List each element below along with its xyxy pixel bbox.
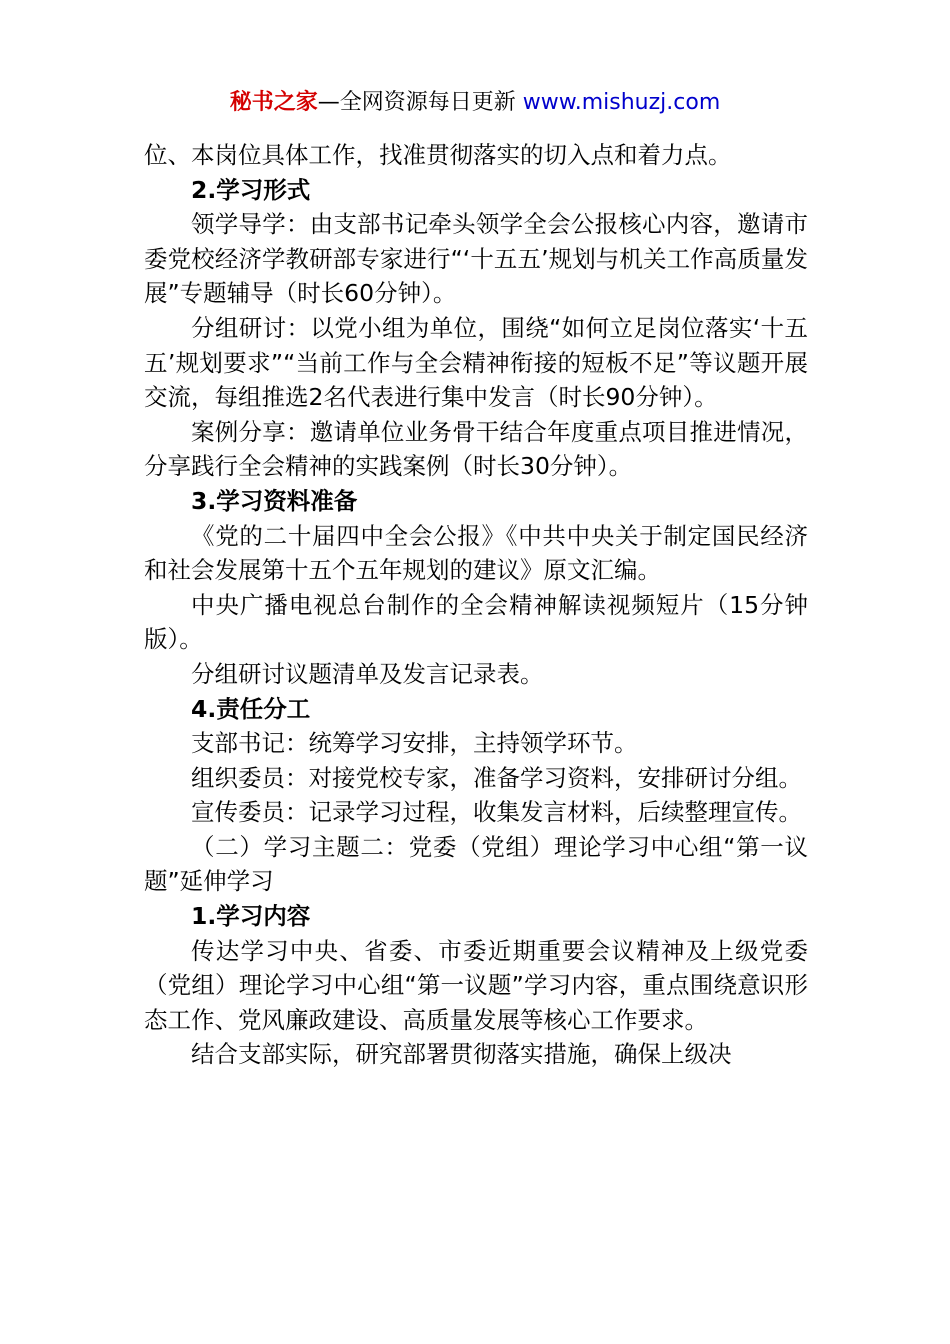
section-heading-responsibilities: 4.责任分工 [191, 694, 311, 723]
section-heading-study-content: 1.学习内容 [191, 902, 311, 931]
paragraph-materials-video: 中央广播电视总台制作的全会精神解读视频短片（15分钟版）。 [144, 590, 808, 654]
paragraph-organization-member: 组织委员：对接党校专家，准备学习资料，安排研讨分组。 [191, 763, 802, 792]
page-header [0, 88, 950, 118]
document-body [144, 138, 808, 1072]
subsection-title-theme-two: （二）学习主题二：党委（党组）理论学习中心组“第一议题”延伸学习 [144, 832, 808, 896]
paragraph-implementation: 结合支部实际，研究部署贯彻落实措施，确保上级决 [191, 1040, 732, 1069]
paragraph-continuation: 位、本岗位具体工作，找准贯彻落实的切入点和着力点。 [144, 141, 732, 169]
header-url-link[interactable]: www.mishuzj.com [522, 90, 721, 115]
paragraph-materials-list: 分组研讨议题清单及发言记录表。 [191, 659, 544, 688]
paragraph-group-discussion: 分组研讨：以党小组为单位，围绕“如何立足岗位落实‘十五五’规划要求”“当前工作与全会精神衔接的短板不足”等议题开展交流，每组推选2名代表进行集中发言（时长90分钟）。 [144, 313, 808, 412]
paragraph-guided-study: 领学导学：由支部书记牵头领学全会公报核心内容，邀请市委党校经济学教研部专家进行“‘十五五’规划与机关工作高质量发展”专题辅导（时长60分钟）。 [144, 210, 808, 308]
header-tagline: —全网资源每日更新 [317, 90, 523, 115]
header-brand: 秘书之家 [229, 90, 318, 115]
section-heading-study-format: 2.学习形式 [191, 175, 311, 204]
paragraph-study-content: 传达学习中央、省委、市委近期重要会议精神及上级党委（党组）理论学习中心组“第一议题”学习内容，重点围绕意识形态工作、党风廉政建设、高质量发展等核心工作要求。 [144, 936, 808, 1034]
paragraph-branch-secretary: 支部书记：统筹学习安排，主持领学环节。 [191, 729, 638, 758]
paragraph-publicity-member: 宣传委员：记录学习过程，收集发言材料，后续整理宣传。 [191, 798, 802, 827]
section-heading-materials: 3.学习资料准备 [191, 486, 358, 515]
paragraph-case-sharing: 案例分享：邀请单位业务骨干结合年度重点项目推进情况，分享践行全会精神的实践案例（时长30分钟）。 [144, 417, 808, 481]
paragraph-materials-compilation: 《党的二十届四中全会公报》《中共中央关于制定国民经济和社会发展第十五个五年规划的建议》原文汇编。 [144, 521, 808, 585]
